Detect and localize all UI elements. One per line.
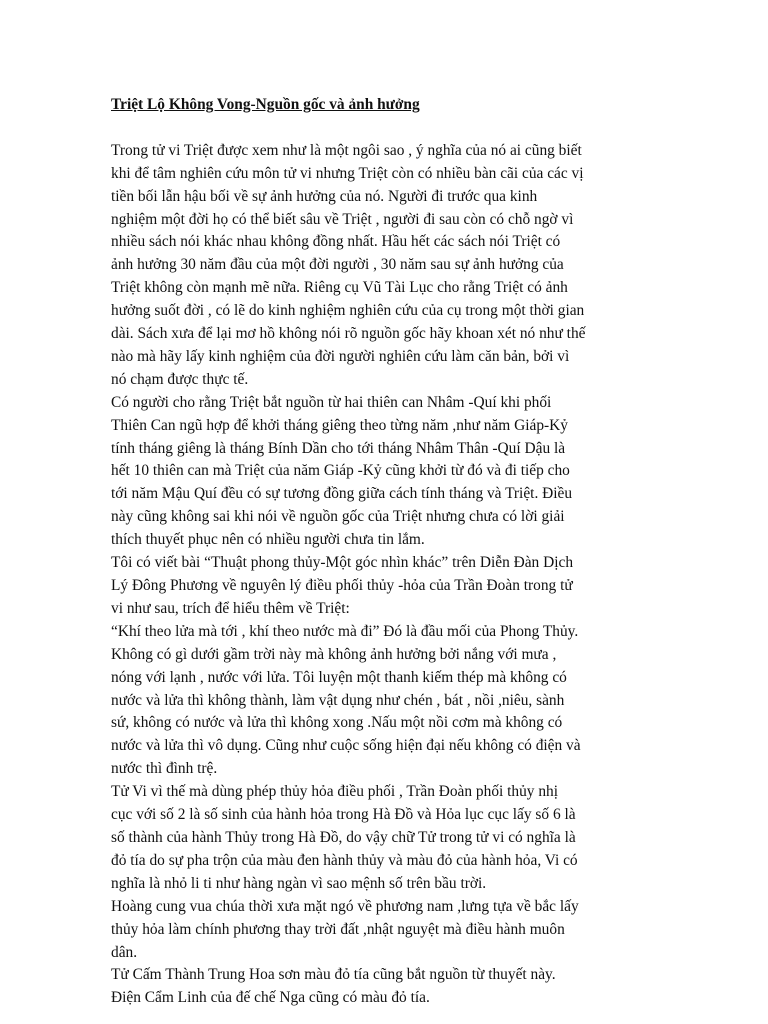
text-line: Triệt không còn mạnh mẽ nữa. Riêng cụ Vũ Tài Lục cho rằng Triệt có ảnh: [111, 279, 568, 297]
text-line: tới năm Mậu Quí đều có sự tương đồng giữa cách tính tháng và Triệt. Điều: [111, 485, 573, 503]
text-line: Tử Cấm Thành Trung Hoa sơn màu đỏ tía cũng bắt nguồn từ thuyết này.: [111, 966, 556, 984]
text-line: “Khí theo lửa mà tới , khí theo nước mà đi” Đó là đầu mối của Phong Thủy.: [111, 622, 579, 640]
text-line: hưởng suốt đời , có lẽ do kinh nghiệm nghiên cứu của cụ trong một thời gian: [111, 302, 585, 320]
paragraph: [111, 964, 683, 1010]
text-line: đỏ tía do sự pha trộn của màu đen hành thủy và màu đỏ của hành hỏa, Vi có: [111, 851, 578, 869]
text-line: nghiệm một đời họ có thể biết sâu về Triệt , người đi sau còn có chỗ ngờ vì: [111, 210, 574, 228]
text-line: Tôi có viết bài “Thuật phong thủy-Một góc nhìn khác” trên Diễn Đàn Dịch: [111, 554, 574, 572]
paragraph: [111, 781, 683, 896]
paragraph-container: [111, 140, 683, 1010]
text-line: tính tháng giêng là tháng Bính Dần cho tới tháng Nhâm Thân -Quí Dậu là: [111, 439, 566, 457]
text-line: nước thì đình trệ.: [111, 760, 218, 778]
text-line: nghĩa là nhỏ li ti như hàng ngàn vì sao mệnh số trên bầu trời.: [111, 874, 487, 892]
paragraph: [111, 140, 683, 392]
text-line: thích thuyết phục nên có nhiều người chưa tin lắm.: [111, 531, 425, 549]
text-line: Lý Đông Phương về nguyên lý điều phối thủy -hỏa của Trần Đoàn trong tử: [111, 577, 573, 595]
text-line: Thiên Can ngũ hợp để khởi tháng giêng theo từng năm ,như năm Giáp-Kỷ: [111, 416, 568, 434]
text-line: Tử Vi vì thế mà dùng phép thủy hỏa điều phối , Trần Đoàn phối thủy nhị: [111, 783, 559, 801]
text-line: nào mà hãy lấy kinh nghiệm của đời người nghiên cứu làm căn bản, bởi vì: [111, 347, 570, 365]
paragraph: [111, 896, 683, 965]
text-line: dân.: [111, 943, 138, 961]
text-line: ảnh hưởng 30 năm đầu của một đời người , 30 năm sau sự ảnh hưởng của: [111, 256, 564, 274]
text-line: Điện Cẩm Linh của đế chế Nga cũng có màu đỏ tía.: [111, 989, 430, 1007]
text-line: số thành của hành Thủy trong Hà Đồ, do vậy chữ Tử trong tử vi có nghĩa là: [111, 828, 576, 846]
text-line: Trong tử vi Triệt được xem như là một ngôi sao , ý nghĩa của nó ai cũng biết: [111, 141, 582, 159]
document-body: [111, 94, 683, 1010]
paragraph: [111, 621, 683, 781]
text-line: Có người cho rằng Triệt bắt nguồn từ hai thiên can Nhâm -Quí khi phối: [111, 393, 552, 411]
text-line: tiền bối lẫn hậu bối về sự ảnh hưởng của nó. Người đi trước qua kinh: [111, 187, 538, 205]
blank-line: [111, 117, 683, 140]
text-line: sứ, không có nước và lửa thì không xong .Nấu một nồi cơm mà không có: [111, 714, 563, 732]
text-line: nước và lửa thì vô dụng. Cũng như cuộc sống hiện đại nếu không có điện và: [111, 737, 581, 755]
text-line: Không có gì dưới gầm trời này mà không ảnh hưởng bởi nắng với mưa ,: [111, 645, 557, 663]
text-line: hết 10 thiên can mà Triệt của năm Giáp -Kỷ cũng khởi từ đó và đi tiếp cho: [111, 462, 570, 480]
document-title: Triệt Lộ Không Vong-Nguồn gốc và ảnh hưởng: [111, 96, 420, 113]
text-line: cục với số 2 là số sinh của hành hỏa trong Hà Đồ và Hỏa lục cục lấy số 6 là: [111, 806, 576, 824]
text-line: nóng với lạnh , nước với lửa. Tôi luyện một thanh kiếm thép mà không có: [111, 668, 567, 686]
text-line: này cũng không sai khi nói về nguồn gốc của Triệt nhưng chưa có lời giải: [111, 508, 565, 526]
text-line: khi để tâm nghiên cứu môn tử vi nhưng Triệt còn có nhiều bàn cãi của các vị: [111, 164, 584, 182]
text-line: vi như sau, trích để hiểu thêm về Triệt:: [111, 599, 350, 617]
text-line: nó chạm được thực tế.: [111, 370, 249, 388]
text-line: Hoàng cung vua chúa thời xưa mặt ngó về phương nam ,lưng tựa về bắc lấy: [111, 897, 579, 915]
text-line: dài. Sách xưa để lại mơ hồ không nói rõ nguồn gốc hãy khoan xét nó như thế: [111, 325, 586, 343]
paragraph: [111, 552, 683, 621]
paragraph: [111, 392, 683, 552]
text-line: thủy hỏa làm chính phương thay trời đất ,nhật nguyệt mà điều hành muôn: [111, 920, 565, 938]
text-line: nước và lửa thì không thành, làm vật dụng như chén , bát , nồi ,niêu, sành: [111, 691, 565, 709]
text-line: nhiều sách nói khác nhau không đồng nhất. Hầu hết các sách nói Triệt có: [111, 233, 561, 251]
